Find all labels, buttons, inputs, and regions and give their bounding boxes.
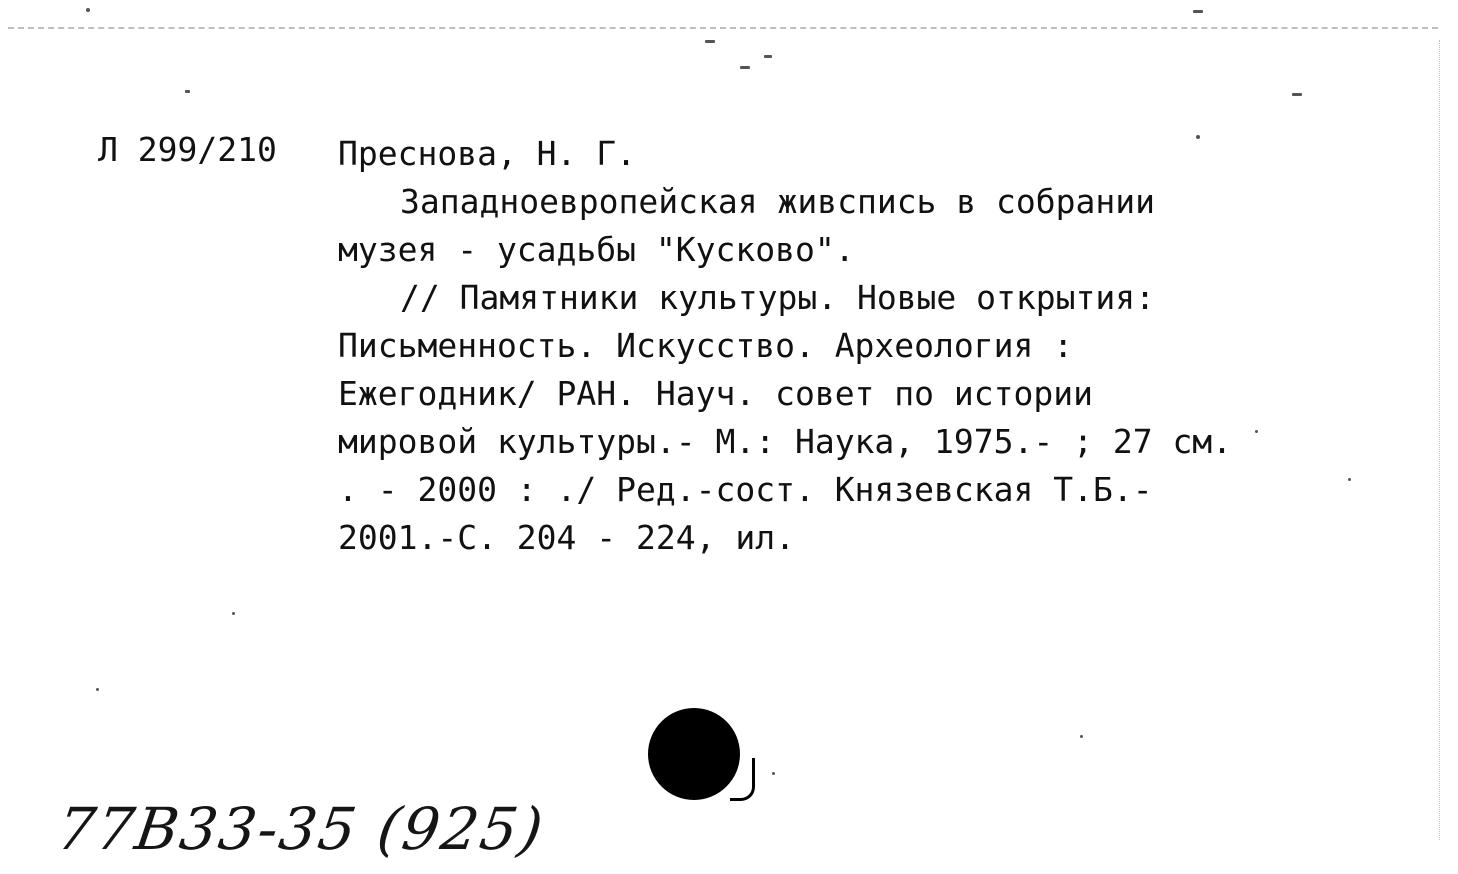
handwritten-shelf-mark: 77B33-35 (925) <box>53 795 549 863</box>
scan-speck <box>96 688 99 691</box>
scan-speck <box>1080 735 1083 738</box>
source-line: // Памятники культуры. Новые открытия: <box>400 278 1155 317</box>
publication-line: мировой культуры.- М.: Наука, 1975.- ; 27 см. <box>338 422 1233 461</box>
scan-speck <box>1292 93 1302 96</box>
punch-hole-mark <box>730 758 755 801</box>
source-line-continued: Письменность. Искусство. Археология : <box>338 326 1074 365</box>
scan-speck <box>764 55 772 58</box>
title-line-continued: музея - усадьбы "Кусково". <box>338 230 855 269</box>
scan-speck <box>740 66 750 69</box>
title-line: Западноевропейская живспись в собрании <box>400 182 1155 221</box>
bibliographic-entry <box>338 130 1298 562</box>
call-number: Л 299/210 <box>98 130 277 169</box>
top-dashed-border <box>8 27 1438 29</box>
volume-line: . - 2000 : ./ Ред.-сост. Князевская Т.Б.- <box>338 470 1153 509</box>
author-line: Преснова, Н. Г. <box>338 134 637 173</box>
scan-speck <box>86 8 90 12</box>
scan-speck <box>772 772 775 775</box>
scan-speck <box>1348 478 1351 481</box>
right-dotted-edge <box>1439 40 1440 840</box>
pages-line: 2001.-С. 204 - 224, ил. <box>338 518 795 557</box>
source-line-continued: Ежегодник/ РАН. Науч. совет по истории <box>338 374 1093 413</box>
punch-hole <box>648 708 740 800</box>
scan-speck <box>705 40 715 43</box>
scan-speck <box>1193 10 1203 13</box>
scan-speck <box>185 90 190 93</box>
scan-speck <box>232 612 235 615</box>
